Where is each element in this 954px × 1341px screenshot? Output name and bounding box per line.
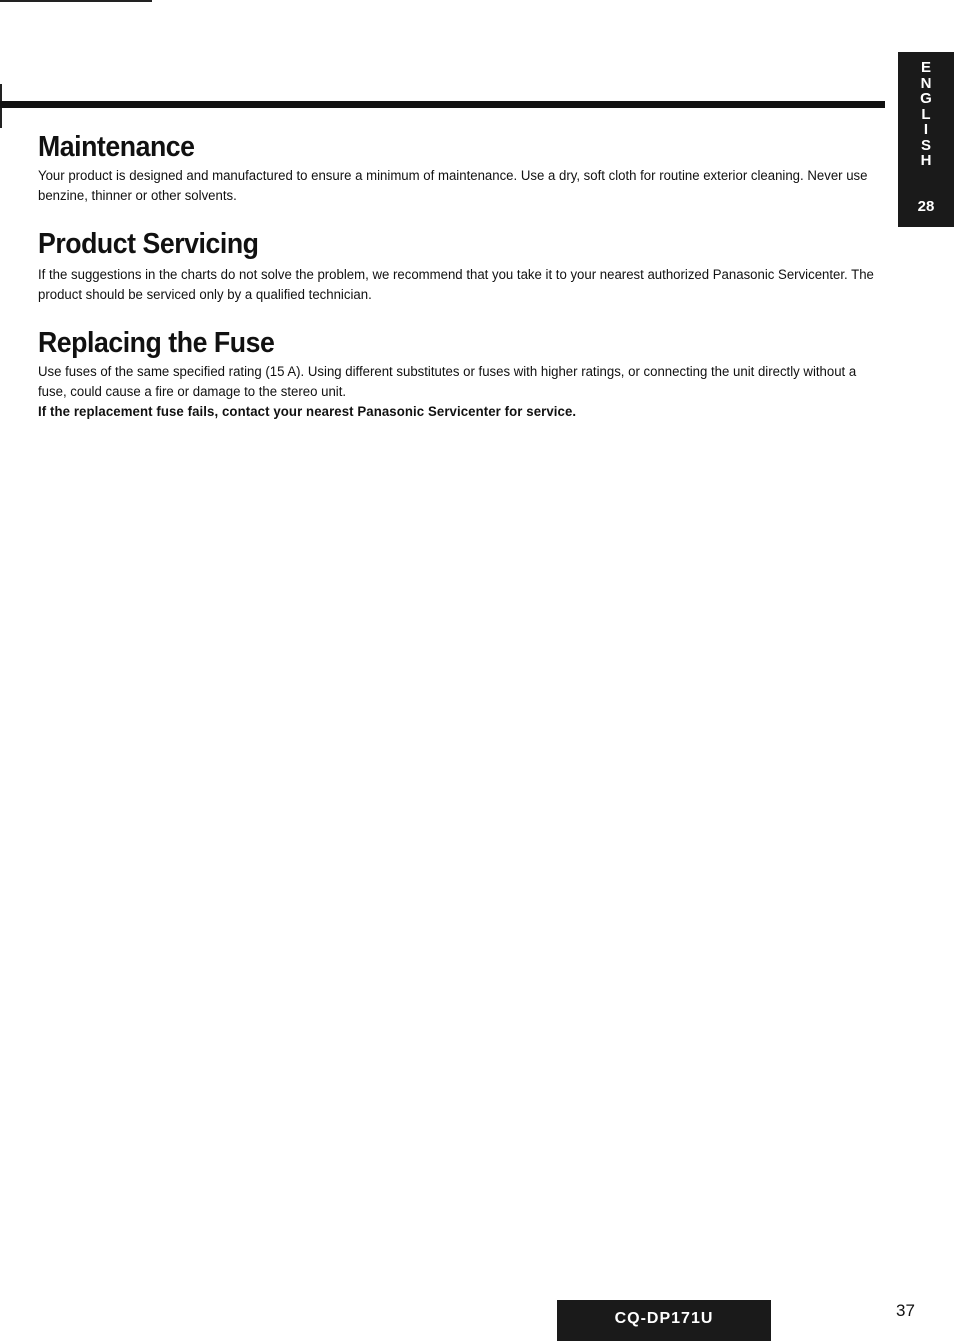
language-letter: L <box>921 105 931 123</box>
main-content <box>38 126 883 423</box>
fuse-heading: Replacing the Fuse <box>38 327 275 359</box>
servicing-section <box>38 228 883 305</box>
language-letter: S <box>920 136 931 154</box>
language-letter: H <box>920 152 932 169</box>
top-rule <box>0 0 152 2</box>
maintenance-body: Your product is designed and manufactured to ensure a minimum of maintenance. Use a dry, soft cloth for routine exterior cleaning. Never use benzine, thinner or other solvents. <box>38 168 868 204</box>
fuse-section <box>38 327 883 423</box>
language-letter: G <box>920 90 932 107</box>
language-tab-letters <box>898 60 954 169</box>
servicing-heading: Product Servicing <box>38 228 259 260</box>
language-tab <box>898 52 954 227</box>
language-letter: N <box>920 74 932 92</box>
servicing-body: If the suggestions in the charts do not solve the problem, we recommend that you take it to your nearest authorized Panasonic Servicenter. The product should be serviced only by a qualified technician. <box>38 267 874 303</box>
language-letter: I <box>923 121 929 138</box>
fuse-body: Use fuses of the same specified rating (15 A). Using different substitutes or fuses with higher ratings, or connecting the unit directly without a fuse, could cause a fire or damage to the stereo unit. <box>38 364 857 400</box>
model-badge: CQ-DP171U <box>557 1300 771 1341</box>
fuse-warning: If the replacement fuse fails, contact your nearest Panasonic Servicenter for service. <box>38 404 577 420</box>
maintenance-heading: Maintenance <box>38 131 195 163</box>
maintenance-section <box>38 131 883 206</box>
page-number: 37 <box>896 1301 915 1320</box>
section-page-number: 28 <box>917 198 935 215</box>
language-letter: E <box>920 59 931 76</box>
header-rule <box>0 101 885 108</box>
